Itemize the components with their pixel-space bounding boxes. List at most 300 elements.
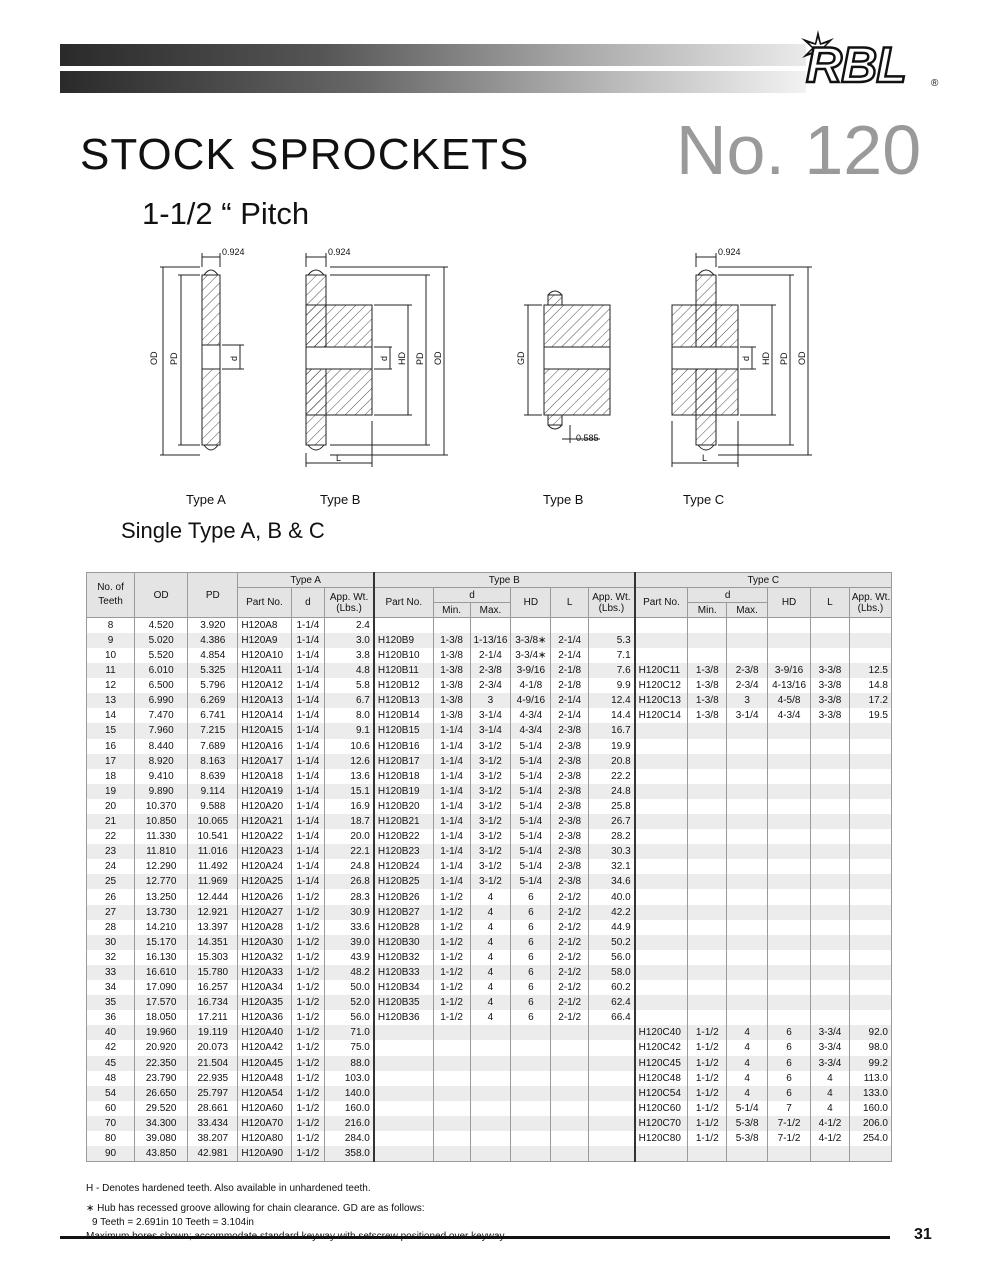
table-cell: 4 (727, 1025, 768, 1040)
table-cell: H120B10 (374, 648, 433, 663)
table-cell: 4 (470, 980, 511, 995)
table-cell: H120B35 (374, 995, 433, 1010)
header-c-appwt: App. Wt. (Lbs.) (849, 588, 891, 618)
table-cell: 39.0 (325, 935, 374, 950)
table-cell: H120A34 (238, 980, 291, 995)
table-cell: 56.0 (325, 1010, 374, 1025)
table-cell: 6 (511, 889, 551, 904)
table-row (87, 980, 892, 995)
table-cell: 1-1/4 (291, 814, 325, 829)
label-b-pd: PD (415, 352, 425, 365)
table-cell: 10 (87, 648, 135, 663)
table-cell: 19.5 (849, 708, 891, 723)
table-cell: 2-3/8 (551, 723, 589, 738)
table-cell (511, 1025, 551, 1040)
table-cell: H120B32 (374, 950, 433, 965)
table-cell: H120A8 (238, 618, 291, 633)
table-cell: 9.114 (188, 784, 238, 799)
table-row (87, 1071, 892, 1086)
table-cell: 160.0 (849, 1101, 891, 1116)
table-cell: 20.073 (188, 1040, 238, 1055)
table-cell (635, 874, 688, 889)
table-cell: 28.3 (325, 889, 374, 904)
table-cell: H120B17 (374, 754, 433, 769)
table-cell (727, 739, 768, 754)
table-cell: H120A48 (238, 1071, 291, 1086)
table-cell (635, 784, 688, 799)
table-row (87, 723, 892, 738)
table-cell: 98.0 (849, 1040, 891, 1055)
table-cell (635, 995, 688, 1010)
table-cell (849, 995, 891, 1010)
table-cell: 11.330 (135, 829, 188, 844)
table-cell: H120B27 (374, 905, 433, 920)
table-cell (374, 1025, 433, 1040)
table-cell: 1-1/4 (433, 784, 470, 799)
table-cell: 1-1/2 (688, 1025, 727, 1040)
table-cell: 2-1/8 (551, 678, 589, 693)
table-cell (768, 889, 811, 904)
table-cell: 19.9 (589, 739, 635, 754)
table-cell: 4-1/8 (511, 678, 551, 693)
table-cell (849, 784, 891, 799)
table-cell (849, 859, 891, 874)
table-cell (849, 844, 891, 859)
table-cell: 1-1/4 (433, 859, 470, 874)
table-cell: H120B11 (374, 663, 433, 678)
table-cell (688, 844, 727, 859)
table-cell: 30 (87, 935, 135, 950)
table-cell: 5.520 (135, 648, 188, 663)
table-cell: 34 (87, 980, 135, 995)
table-cell (768, 754, 811, 769)
table-cell (849, 1010, 891, 1025)
dim-c-width: 0.924 (718, 247, 741, 257)
table-cell: 15 (87, 723, 135, 738)
table-cell: 1-1/2 (291, 1025, 325, 1040)
table-cell: 3-1/4 (470, 708, 511, 723)
table-cell: H120A13 (238, 693, 291, 708)
label-b2-gd: GD (516, 351, 526, 365)
table-cell: H120A23 (238, 844, 291, 859)
table-cell: 18.7 (325, 814, 374, 829)
table-cell: 7.960 (135, 723, 188, 738)
table-cell: 2-3/8 (470, 663, 511, 678)
table-cell: 2-1/8 (551, 663, 589, 678)
table-cell: 1-1/4 (291, 663, 325, 678)
table-cell: H120A36 (238, 1010, 291, 1025)
table-cell (688, 889, 727, 904)
table-cell: H120B25 (374, 874, 433, 889)
table-cell: 5.020 (135, 633, 188, 648)
table-cell: 45 (87, 1056, 135, 1071)
table-cell: 17.090 (135, 980, 188, 995)
table-cell (688, 723, 727, 738)
table-cell: 33.6 (325, 920, 374, 935)
table-cell: 8.440 (135, 739, 188, 754)
table-cell: 2-1/2 (551, 995, 589, 1010)
table-cell (635, 754, 688, 769)
table-cell: 3-1/2 (470, 754, 511, 769)
table-cell: 20.920 (135, 1040, 188, 1055)
table-cell: 3-3/4 (811, 1040, 850, 1055)
table-cell: 1-1/4 (291, 799, 325, 814)
table-cell: H120A26 (238, 889, 291, 904)
table-cell (688, 920, 727, 935)
table-cell: 2-1/4 (551, 648, 589, 663)
table-cell (551, 1086, 589, 1101)
header-c-l: L (811, 588, 850, 618)
table-cell: 7.215 (188, 723, 238, 738)
table-cell: 16.9 (325, 799, 374, 814)
table-cell: 1-1/2 (688, 1116, 727, 1131)
table-cell: 3-3/4 (811, 1025, 850, 1040)
header-bar-top (60, 44, 806, 66)
table-cell: 66.4 (589, 1010, 635, 1025)
table-cell: 28.661 (188, 1101, 238, 1116)
table-cell (768, 980, 811, 995)
table-cell: 11.969 (188, 874, 238, 889)
table-cell: 17.570 (135, 995, 188, 1010)
table-cell: H120A22 (238, 829, 291, 844)
table-cell (811, 920, 850, 935)
table-cell: 4 (470, 935, 511, 950)
table-cell (688, 935, 727, 950)
table-cell: 2-1/2 (551, 950, 589, 965)
table-cell: 2-3/8 (551, 769, 589, 784)
table-cell: H120A25 (238, 874, 291, 889)
table-cell: 40.0 (589, 889, 635, 904)
table-row (87, 829, 892, 844)
table-row (87, 874, 892, 889)
table-cell: H120B20 (374, 799, 433, 814)
table-cell: 2-3/8 (551, 754, 589, 769)
dim-gd-width: 0.585 (576, 433, 599, 443)
table-cell (433, 1116, 470, 1131)
table-cell: 1-1/2 (688, 1056, 727, 1071)
sprocket-table (86, 572, 892, 1162)
table-cell: 8.163 (188, 754, 238, 769)
header-c-d: d (688, 588, 768, 603)
table-cell: H120B16 (374, 739, 433, 754)
footnotes (86, 1182, 507, 1244)
table-cell (511, 1071, 551, 1086)
table-cell (470, 1071, 511, 1086)
table-cell (374, 1040, 433, 1055)
table-cell: 6.990 (135, 693, 188, 708)
table-cell (811, 618, 850, 633)
table-cell (727, 965, 768, 980)
table-cell (727, 633, 768, 648)
table-cell: 14.4 (589, 708, 635, 723)
table-cell: 9.9 (589, 678, 635, 693)
table-cell: H120A14 (238, 708, 291, 723)
table-cell: 3-9/16 (511, 663, 551, 678)
caption-type-c: Type C (683, 492, 725, 507)
table-cell: 26.650 (135, 1086, 188, 1101)
table-cell: 6.269 (188, 693, 238, 708)
table-cell: 42 (87, 1040, 135, 1055)
table-cell: 25.8 (589, 799, 635, 814)
table-cell: 22.935 (188, 1071, 238, 1086)
table-cell: 3-3/8 (811, 678, 850, 693)
table-cell: 254.0 (849, 1131, 891, 1146)
table-cell (811, 1010, 850, 1025)
table-cell: 1-1/2 (433, 920, 470, 935)
table-cell: 1-1/2 (291, 1071, 325, 1086)
table-cell: 7.6 (589, 663, 635, 678)
table-cell: 19.960 (135, 1025, 188, 1040)
table-cell (551, 1131, 589, 1146)
table-cell (849, 889, 891, 904)
table-cell: 9.588 (188, 799, 238, 814)
table-cell (688, 754, 727, 769)
table-cell: H120C42 (635, 1040, 688, 1055)
table-cell: 4 (470, 1010, 511, 1025)
table-cell: 3.920 (188, 618, 238, 633)
table-cell: H120B21 (374, 814, 433, 829)
table-cell (470, 1086, 511, 1101)
table-cell: 4 (470, 889, 511, 904)
table-cell: H120A80 (238, 1131, 291, 1146)
table-cell: 11.810 (135, 844, 188, 859)
table-cell: H120B30 (374, 935, 433, 950)
table-cell: 3-3/8 (811, 693, 850, 708)
table-cell (849, 874, 891, 889)
table-cell: 1-3/8 (688, 663, 727, 678)
table-cell: 1-3/8 (688, 678, 727, 693)
table-cell: 4-3/4 (511, 723, 551, 738)
table-cell (727, 844, 768, 859)
table-cell: 4 (470, 965, 511, 980)
header-type-c: Type C (635, 573, 892, 588)
table-cell (688, 814, 727, 829)
table-cell (470, 1025, 511, 1040)
header-b-hd: HD (511, 588, 551, 618)
table-cell: H120B18 (374, 769, 433, 784)
table-cell: 2-3/4 (727, 678, 768, 693)
table-cell: 25 (87, 874, 135, 889)
table-cell: H120C80 (635, 1131, 688, 1146)
table-cell: 1-1/4 (291, 618, 325, 633)
table-cell: 6 (768, 1056, 811, 1071)
dim-a-width: 0.924 (222, 247, 245, 257)
table-row (87, 754, 892, 769)
table-row (87, 905, 892, 920)
table-cell: 1-1/4 (291, 739, 325, 754)
table-cell: 10.370 (135, 799, 188, 814)
table-cell: 3-1/2 (470, 769, 511, 784)
table-cell: 8.920 (135, 754, 188, 769)
table-row (87, 648, 892, 663)
table-cell: H120B24 (374, 859, 433, 874)
table-cell: 206.0 (849, 1116, 891, 1131)
table-cell (635, 769, 688, 784)
table-cell (849, 723, 891, 738)
table-cell (374, 1086, 433, 1101)
table-cell: 15.303 (188, 950, 238, 965)
table-cell: H120B34 (374, 980, 433, 995)
table-cell: 12.4 (589, 693, 635, 708)
header-type-b: Type B (374, 573, 635, 588)
table-cell (768, 723, 811, 738)
table-cell: 71.0 (325, 1025, 374, 1040)
table-cell: 14.8 (849, 678, 891, 693)
table-cell: H120B36 (374, 1010, 433, 1025)
table-cell: 1-3/8 (688, 693, 727, 708)
table-cell: H120B23 (374, 844, 433, 859)
table-cell (727, 920, 768, 935)
table-cell (551, 1071, 589, 1086)
table-cell: 20.0 (325, 829, 374, 844)
table-cell: 2-3/8 (551, 799, 589, 814)
table-cell (635, 859, 688, 874)
table-cell: 48 (87, 1071, 135, 1086)
table-cell: H120B12 (374, 678, 433, 693)
table-cell: 1-1/4 (433, 723, 470, 738)
table-cell: 2-1/4 (551, 693, 589, 708)
table-cell: 1-1/2 (433, 950, 470, 965)
table-row (87, 769, 892, 784)
table-cell (811, 844, 850, 859)
table-cell: 4-1/2 (811, 1131, 850, 1146)
table-cell: 140.0 (325, 1086, 374, 1101)
table-cell: H120B33 (374, 965, 433, 980)
table-cell (811, 859, 850, 874)
table-cell: 4 (811, 1086, 850, 1101)
table-cell: 1-1/4 (291, 678, 325, 693)
table-cell: 2-3/4 (470, 678, 511, 693)
table-cell: 80 (87, 1131, 135, 1146)
table-cell: 15.1 (325, 784, 374, 799)
table-cell (688, 905, 727, 920)
table-cell: 28.2 (589, 829, 635, 844)
table-cell (811, 739, 850, 754)
table-cell: 4 (811, 1071, 850, 1086)
label-b-od: OD (433, 351, 443, 365)
table-cell: H120A45 (238, 1056, 291, 1071)
table-cell: 3-1/4 (727, 708, 768, 723)
table-cell (849, 739, 891, 754)
table-cell (688, 769, 727, 784)
table-cell (811, 784, 850, 799)
table-cell: H120B19 (374, 784, 433, 799)
table-cell: 8 (87, 618, 135, 633)
table-cell: 22.1 (325, 844, 374, 859)
table-row (87, 739, 892, 754)
table-cell: 1-1/4 (433, 799, 470, 814)
table-cell: 9.890 (135, 784, 188, 799)
table-cell (849, 618, 891, 633)
table-cell: 5-3/8 (727, 1131, 768, 1146)
table-cell (470, 1101, 511, 1116)
table-cell: 113.0 (849, 1071, 891, 1086)
table-cell: 3.8 (325, 648, 374, 663)
table-cell: 1-1/4 (291, 829, 325, 844)
table-cell: 12.6 (325, 754, 374, 769)
table-cell (511, 1116, 551, 1131)
table-cell: H120C48 (635, 1071, 688, 1086)
table-cell: 15.780 (188, 965, 238, 980)
table-cell: 216.0 (325, 1116, 374, 1131)
table-cell: 10.541 (188, 829, 238, 844)
table-cell: H120A12 (238, 678, 291, 693)
table-cell: 1-1/4 (433, 739, 470, 754)
table-cell: 1-1/2 (291, 1131, 325, 1146)
table-cell: 4-9/16 (511, 693, 551, 708)
table-cell: 160.0 (325, 1101, 374, 1116)
table-cell (551, 618, 589, 633)
table-cell (551, 1056, 589, 1071)
table-cell (511, 1131, 551, 1146)
table-cell: 1-1/4 (291, 633, 325, 648)
table-cell (811, 754, 850, 769)
table-cell (470, 618, 511, 633)
table-cell (849, 965, 891, 980)
table-cell: 4-1/2 (811, 1116, 850, 1131)
table-cell: 1-1/4 (433, 769, 470, 784)
table-cell: H120B22 (374, 829, 433, 844)
table-cell: 4-5/8 (768, 693, 811, 708)
table-cell: 48.2 (325, 965, 374, 980)
logo-text: RBL (806, 37, 906, 93)
table-cell: H120A40 (238, 1025, 291, 1040)
table-cell: 5-1/4 (511, 829, 551, 844)
table-cell (688, 980, 727, 995)
header-od: OD (135, 573, 188, 618)
table-cell: H120A32 (238, 950, 291, 965)
chain-number: No. 120 (676, 111, 922, 189)
table-cell: H120A27 (238, 905, 291, 920)
table-cell: 24.8 (589, 784, 635, 799)
table-cell: 32.1 (589, 859, 635, 874)
table-cell (433, 1025, 470, 1040)
table-cell: 1-1/4 (433, 844, 470, 859)
table-cell (589, 1071, 635, 1086)
table-cell (768, 874, 811, 889)
table-cell (768, 844, 811, 859)
table-cell: 2-1/4 (551, 633, 589, 648)
table-cell: 23.790 (135, 1071, 188, 1086)
table-row (87, 920, 892, 935)
table-cell: H120A33 (238, 965, 291, 980)
label-c-l: L (702, 453, 708, 463)
table-cell (433, 618, 470, 633)
table-cell: 2-3/8 (551, 739, 589, 754)
table-cell: 6.500 (135, 678, 188, 693)
table-cell (589, 1146, 635, 1161)
table-cell (811, 1146, 850, 1161)
table-cell (811, 935, 850, 950)
table-cell: H120A24 (238, 859, 291, 874)
table-cell (511, 1056, 551, 1071)
table-cell: 5-1/4 (511, 784, 551, 799)
table-cell (374, 1056, 433, 1071)
table-cell: 5-1/4 (511, 814, 551, 829)
table-cell: 44.9 (589, 920, 635, 935)
table-cell: 358.0 (325, 1146, 374, 1161)
table-cell (688, 965, 727, 980)
table-cell (811, 980, 850, 995)
table-cell: 26.8 (325, 874, 374, 889)
table-cell: 4-3/4 (768, 708, 811, 723)
table-cell: 1-1/4 (291, 874, 325, 889)
table-cell: 18.050 (135, 1010, 188, 1025)
table-cell (811, 874, 850, 889)
table-cell: H120A18 (238, 769, 291, 784)
table-cell: H120C40 (635, 1025, 688, 1040)
table-cell: 38.207 (188, 1131, 238, 1146)
